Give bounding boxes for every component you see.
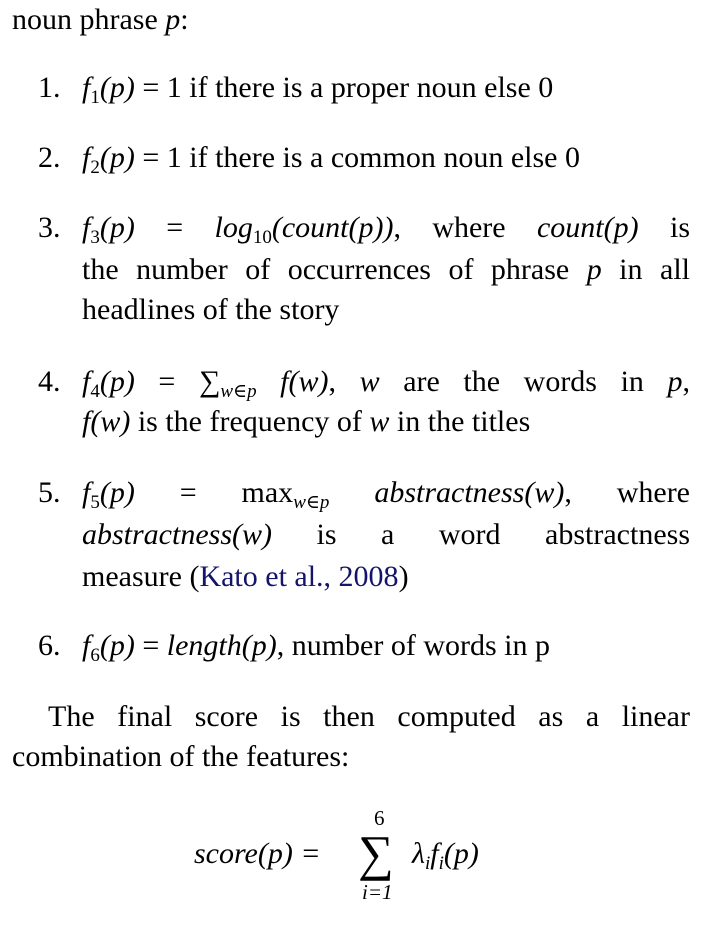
log-func: log [214, 211, 253, 244]
equals: = [134, 365, 199, 398]
feature-subscript: 6 [90, 645, 100, 666]
item-number: 6. [38, 629, 61, 662]
abstractness-func: abstractness(w) [82, 518, 272, 551]
paragraph-line-2 [12, 737, 349, 777]
feature-name: f [82, 629, 91, 662]
equals: = [134, 629, 167, 662]
max-op: max [241, 476, 294, 509]
citation-link[interactable]: Kato et al., 2008 [199, 560, 399, 593]
paragraph-line-1 [48, 697, 690, 737]
text-span: ) [398, 560, 409, 593]
feature-subscript: 3 [90, 227, 100, 248]
item-line-3 [82, 560, 409, 593]
text-span: The final score is then computed as a linear [48, 700, 690, 733]
sum-symbol: ∑ [198, 365, 221, 398]
item-line-3: headlines of the story [82, 293, 340, 326]
equals: = [134, 211, 215, 244]
var-p: p [667, 365, 683, 398]
item-line-1 [82, 362, 690, 402]
feature-subscript: 4 [90, 381, 100, 402]
feature-arg: (p) [443, 837, 479, 870]
item-line-2 [82, 250, 690, 290]
item-line-2 [82, 405, 530, 438]
item-number: 5. [38, 476, 61, 509]
item-body [82, 626, 550, 666]
lambda: λ [412, 837, 425, 870]
intro-line [12, 0, 189, 40]
equation-lhs [194, 834, 321, 874]
item-line-2 [82, 515, 690, 555]
var-p: p [586, 253, 602, 286]
fw-func: f(w) [256, 365, 329, 398]
item-number: 2. [38, 141, 61, 174]
is-text: is [638, 211, 691, 244]
text-span: are the words in [379, 365, 668, 398]
feature-name: f [82, 476, 91, 509]
text-span: in all [601, 253, 690, 286]
max-subscript: w∈p [293, 492, 330, 513]
text-span: , [328, 365, 360, 398]
text-span: is a word abstractness [272, 518, 690, 551]
intro-text: noun phrase [12, 3, 166, 36]
count-func: count(p) [536, 211, 639, 244]
feature-arg: (p) [99, 629, 135, 662]
feature-arg: (p) [99, 365, 135, 398]
text-span: is the frequency of [130, 405, 370, 438]
fw-func: f(w) [82, 405, 131, 438]
intro-var: p [165, 3, 181, 36]
feature-subscript: 1 [90, 87, 100, 108]
item-text: if there is a common noun else 0 [189, 141, 580, 174]
feature-name: f [82, 71, 91, 104]
text-span: measure ( [82, 560, 200, 593]
feature-name: f [430, 837, 439, 870]
item-number: 3. [38, 211, 61, 244]
equation-rhs [412, 834, 479, 874]
text-span: in the titles [389, 405, 531, 438]
sum-subscript: w∈p [220, 381, 257, 402]
item-body [82, 68, 553, 108]
subscript-i: i [438, 853, 444, 874]
sum-upper-limit: 6 [374, 806, 385, 830]
feature-arg: (p) [99, 71, 135, 104]
feature-name: f [82, 365, 91, 398]
text-span: the number of occurrences of phrase [82, 253, 587, 286]
abstractness-func: abstractness(w) [329, 476, 565, 509]
equals: = 1 [134, 71, 190, 104]
item-number: 1. [38, 71, 61, 104]
intro-colon: : [180, 3, 189, 36]
text-span: score(p) = [194, 837, 321, 870]
sum-lower-limit: i=1 [362, 880, 393, 904]
feature-name: f [82, 141, 91, 174]
where-text: , where [393, 211, 537, 244]
text-span: combination of the features: [12, 740, 350, 773]
item-text: , number of words in p [276, 629, 551, 662]
feature-arg: (p) [99, 211, 135, 244]
equals: = 1 [134, 141, 190, 174]
feature-subscript: 5 [90, 492, 100, 513]
feature-subscript: 2 [90, 157, 100, 178]
subscript-i: i [425, 853, 431, 874]
item-line-1 [82, 473, 690, 513]
length-func: length(p) [166, 629, 277, 662]
item-body [82, 138, 580, 178]
item-text: if there is a proper noun else 0 [189, 71, 554, 104]
var-w: w [369, 405, 390, 438]
item-line-1 [82, 208, 690, 248]
log-base: 10 [252, 227, 272, 248]
item-number: 4. [38, 365, 61, 398]
feature-arg: (p) [99, 141, 135, 174]
feature-arg: (p) [99, 476, 135, 509]
sum-symbol: ∑ [358, 825, 394, 881]
log-arg: (count(p)) [271, 211, 394, 244]
text-span: , [682, 365, 691, 398]
feature-name: f [82, 211, 91, 244]
var-w: w [359, 365, 380, 398]
text-span: , where [564, 476, 691, 509]
equals: = [134, 476, 242, 509]
